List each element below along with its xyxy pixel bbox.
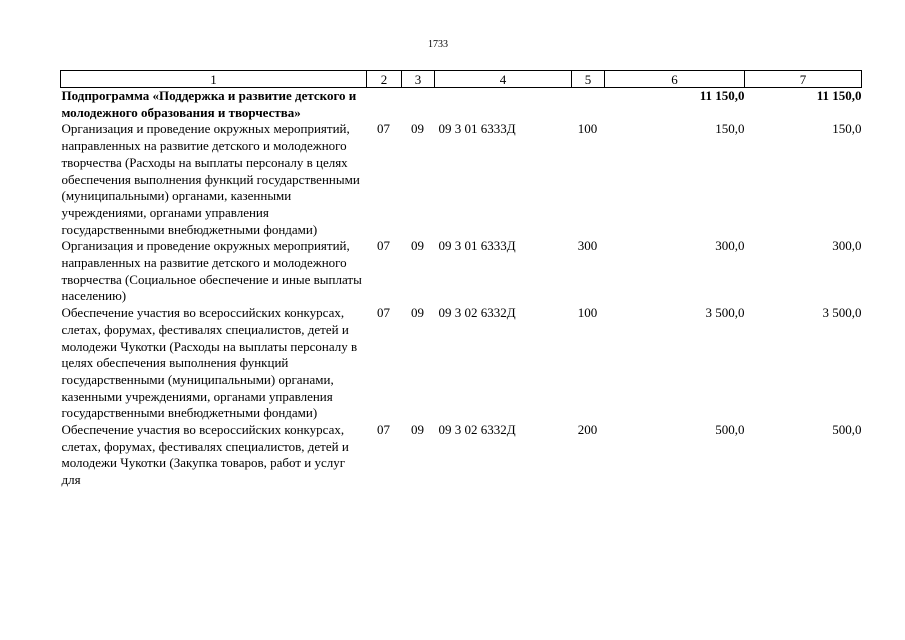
header-col-5: 5 — [572, 71, 605, 88]
header-col-4: 4 — [435, 71, 572, 88]
header-col-1: 1 — [61, 71, 367, 88]
row-name: Обеспечение участия во всероссийских конкурсах, слетах, форумах, фестивалях специалистов, детей и молодежи Чукотки (Закупка товаров, работ и услуг для — [61, 422, 349, 488]
row-col6: 150,0 — [715, 121, 745, 137]
table-row — [61, 121, 862, 238]
row-col7: 11 150,0 — [816, 88, 862, 103]
row-col6: 300,0 — [715, 238, 745, 254]
row-name: Обеспечение участия во всероссийских конкурсах, слетах, форумах, фестивалях специалистов, детей и молодежи Чукотки (Расходы на выплаты персоналу в целях обеспечения выполнения функций государственными (муниципальными) органами, казенными учреждениями, органами управления государственными внебюджетными фондами) — [61, 305, 358, 421]
row-col3 — [402, 88, 435, 122]
row-col5: 300 — [577, 238, 598, 254]
row-col4: 09 3 01 6333Д — [438, 238, 516, 254]
row-col3: 09 — [411, 305, 424, 321]
row-col5 — [572, 88, 605, 122]
row-col4 — [435, 88, 572, 122]
table-row-subprogram — [61, 88, 862, 122]
row-col2: 07 — [377, 305, 390, 321]
row-col4: 09 3 02 6332Д — [438, 422, 516, 438]
table-row — [61, 305, 862, 422]
row-name: Организация и проведение окружных мероприятий, направленных на развитие детского и молодежного творчества (Социальное обеспечение и иные выплаты населению) — [61, 238, 362, 304]
row-col3: 09 — [411, 422, 424, 438]
row-col7: 300,0 — [832, 238, 862, 254]
row-col4: 09 3 01 6333Д — [438, 121, 516, 137]
header-col-6: 6 — [605, 71, 745, 88]
row-col6: 500,0 — [715, 422, 745, 438]
row-col6: 3 500,0 — [705, 305, 745, 321]
page-number: 1733 — [428, 39, 448, 50]
row-col3: 09 — [411, 121, 424, 137]
row-name: Подпрограмма «Поддержка и развитие детского и молодежного образования и творчества» — [61, 88, 357, 120]
row-col2 — [367, 88, 402, 122]
row-col6: 11 150,0 — [699, 88, 745, 103]
table-row — [61, 422, 862, 489]
budget-table — [60, 70, 862, 489]
header-col-3: 3 — [402, 71, 435, 88]
row-col5: 100 — [577, 121, 598, 137]
row-col2: 07 — [377, 422, 390, 438]
row-col2: 07 — [377, 238, 390, 254]
row-col5: 200 — [577, 422, 598, 438]
row-col7: 150,0 — [832, 121, 862, 137]
table-row — [61, 238, 862, 305]
row-col5: 100 — [577, 305, 598, 321]
row-col3: 09 — [411, 238, 424, 254]
row-col7: 500,0 — [832, 422, 862, 438]
table-header — [61, 71, 862, 88]
header-col-7: 7 — [745, 71, 862, 88]
row-col7: 3 500,0 — [822, 305, 862, 321]
table-body — [61, 88, 862, 489]
row-col4: 09 3 02 6332Д — [438, 305, 516, 321]
header-col-2: 2 — [367, 71, 402, 88]
row-name: Организация и проведение окружных мероприятий, направленных на развитие детского и молодежного творчества (Расходы на выплаты персоналу в целях обеспечения выполнения функций государственными (муниципальными) органами, казенными учреждениями, органами управления государственными внебюджетными фондами) — [61, 121, 360, 237]
header-row — [61, 71, 862, 88]
row-col2: 07 — [377, 121, 390, 137]
